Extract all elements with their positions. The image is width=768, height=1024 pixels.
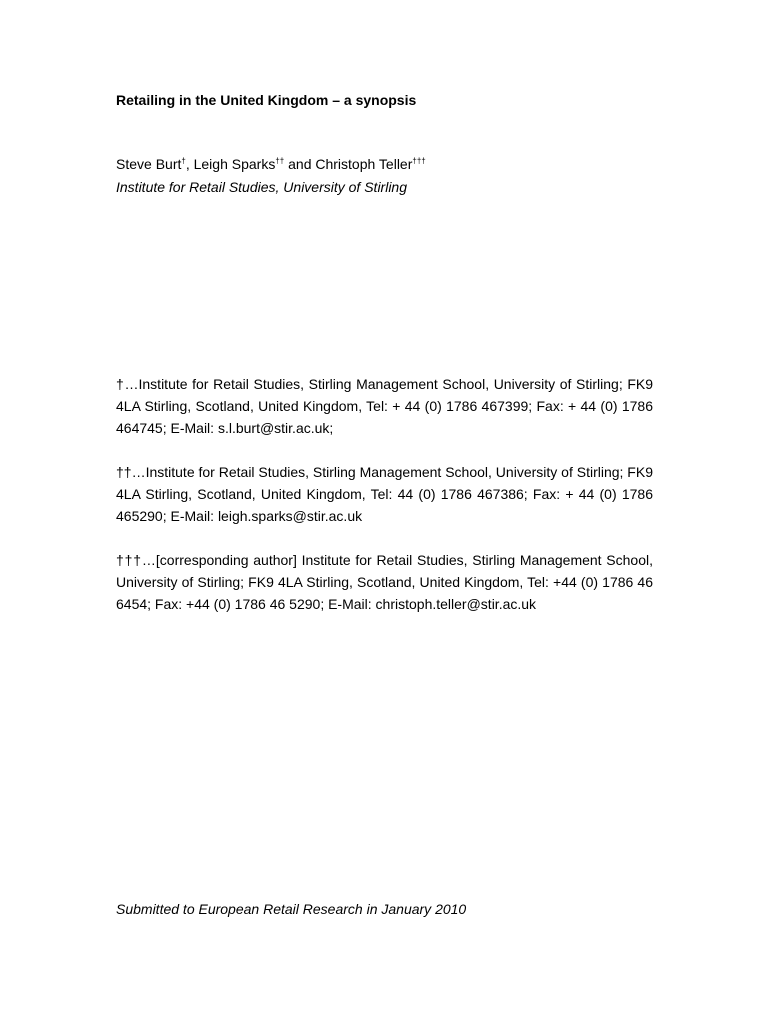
institution-line: Institute for Retail Studies, University of Stirling [116,179,408,195]
author-name: Christoph Teller [315,156,413,172]
author-list [116,156,426,172]
author-mark: † [181,156,186,166]
paper-title: Retailing in the United Kingdom – a synopsis [116,92,417,108]
author-name: Steve Burt [116,156,182,172]
author-mark: ††† [412,156,426,166]
affiliation-paragraph: †††…[corresponding author] Institute for Retail Studies, Stirling Management School, University of Stirling; FK9 4LA Stirling, Scotland, United Kingdom, Tel: +44 (0) 1786 46 6454; Fax: +44 (0) 1786 46 5290; E-Mail: christoph.teller@stir.ac.uk [116,552,653,612]
author-separator: and [284,156,316,172]
author-mark: †† [275,156,285,166]
author-name: Leigh Sparks [193,156,276,172]
affiliation-paragraph: ††…Institute for Retail Studies, Stirling Management School, University of Stirling; FK9 4LA Stirling, Scotland, United Kingdom, Tel: 44 (0) 1786 467386; Fax: + 44 (0) 1786 465290; E-Mail: leigh.sparks@stir.ac.uk [116,464,653,524]
affiliation-paragraph: †…Institute for Retail Studies, Stirling Management School, University of Stirling; FK9 4LA Stirling, Scotland, United Kingdom, Tel: + 44 (0) 1786 467399; Fax: + 44 (0) 1786 464745; E-Mail: s.l.burt@stir.ac.uk; [116,376,653,436]
submission-note: Submitted to European Retail Research in January 2010 [116,901,467,917]
author-separator: , [185,156,194,172]
